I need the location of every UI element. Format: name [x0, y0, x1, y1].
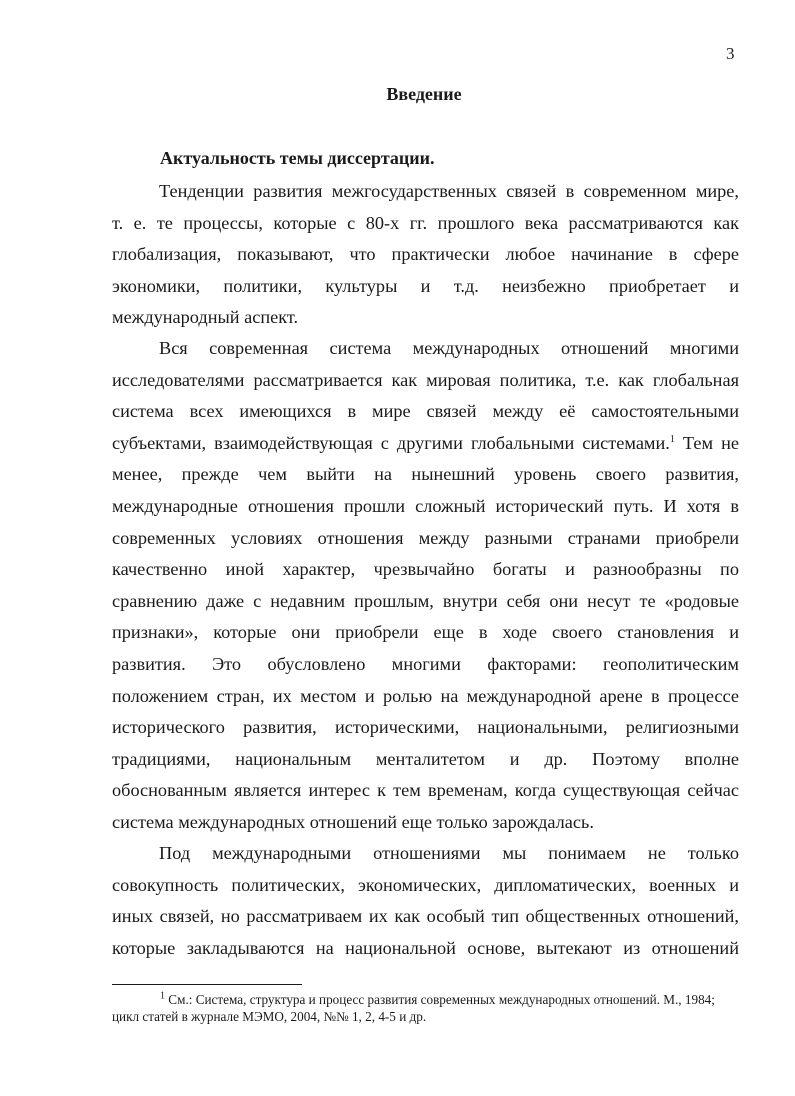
- paragraph-line: современных условиях отношения между разными странами приобрели: [112, 527, 739, 548]
- page-number: 3: [726, 44, 735, 63]
- paragraph-line: исследователями рассматривается как мировая политика, т.е. как глобальная: [112, 369, 739, 390]
- paragraph-line: система всех имеющихся в мире связей между её самостоятельными: [112, 401, 739, 422]
- paragraph-line: традициями, национальным менталитетом и др. Поэтому вполне: [112, 748, 739, 769]
- paragraph-line: международный аспект.: [112, 307, 299, 328]
- footnote-line: цикл статей в журнале МЭМО, 2004, №№ 1, 2, 4-5 и др.: [112, 1009, 427, 1024]
- footnote-line: [112, 991, 739, 1008]
- paragraph-line: Под международными отношениями мы понимаем не только: [159, 843, 739, 863]
- paragraph-line: совокупность политических, экономических, дипломатических, военных и: [112, 874, 739, 895]
- paragraph-line: менее, прежде чем выйти на нынешний уровень своего развития,: [112, 464, 739, 485]
- paragraph-line: качественно иной характер, чрезвычайно богаты и разнообразны по: [112, 559, 739, 580]
- paragraph-line: положением стран, их местом и ролью на международной арене в процессе: [112, 685, 739, 706]
- paragraph-line: глобализация, показывают, что практически любое начинание в сфере: [112, 244, 739, 265]
- footnote-separator: [112, 984, 302, 985]
- paragraph-line: Вся современная система международных отношений многими: [159, 338, 739, 358]
- paragraph-line: которые закладываются на национальной основе, вытекают из отношений: [112, 937, 739, 958]
- paragraph-line-text: субъектами, взаимодействующая с другими глобальными системами.: [112, 432, 670, 453]
- footnote: [112, 991, 739, 1025]
- paragraph-line: обоснованным является интерес к тем временам, когда существующая сейчас: [112, 780, 739, 801]
- paragraph-1: [112, 176, 739, 334]
- footnote-marker: 1: [160, 990, 165, 1002]
- paragraph-line: иных связей, но рассматриваем их как особый тип общественных отношений,: [112, 906, 739, 927]
- paragraph-3: [112, 838, 739, 964]
- paragraph-line: экономики, политики, культуры и т.д. неизбежно приобретает и: [112, 275, 739, 296]
- footnote-reference: 1: [669, 433, 675, 445]
- paragraph-line: международные отношения прошли сложный исторический путь. И хотя в: [112, 495, 739, 516]
- paragraph-line: развития. Это обусловлено многими факторами: геополитическим: [112, 653, 739, 674]
- section-heading: Введение: [386, 84, 462, 104]
- paragraph-line: исторического развития, историческими, национальными, религиозными: [112, 717, 739, 738]
- subsection-heading: Актуальность темы диссертации.: [160, 148, 435, 168]
- paragraph-line: т. е. те процессы, которые с 80-х гг. прошлого века рассматриваются как: [112, 212, 739, 233]
- paragraph-line: Тенденции развития межгосударственных связей в современном мире,: [159, 181, 739, 201]
- paragraph-line-tail: Тем не: [674, 432, 739, 453]
- paragraph-line: сравнению даже с недавним прошлым, внутри себя они несут те «родовые: [112, 590, 739, 611]
- footnote-text: См.: Система, структура и процесс развития современных международных отношений. М., 1984;: [165, 992, 715, 1007]
- paragraph-line: система международных отношений еще только зарождалась.: [112, 811, 594, 832]
- paragraph-2: [112, 333, 739, 839]
- paragraph-line-with-footnote: [112, 428, 739, 460]
- paragraph-line: признаки», которые они приобрели еще в ходе своего становления и: [112, 622, 739, 643]
